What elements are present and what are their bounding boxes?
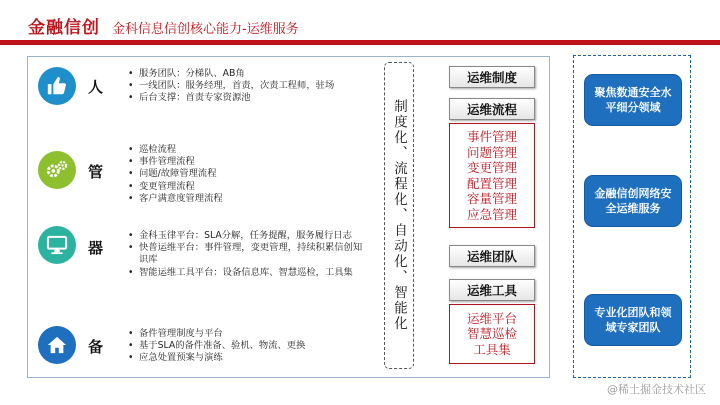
title-bar	[28, 13, 299, 39]
tools-item: 运维平台	[466, 310, 517, 326]
dimension-label-tools: 器	[88, 239, 104, 257]
tools-item: 智慧巡检	[466, 326, 517, 342]
capability-text: 聚焦数通安全水平细分领域	[594, 86, 672, 114]
bullet-item: • 服务团队：分梯队、AB角	[128, 68, 363, 80]
capability-text: 专业化团队和领域专家团队	[594, 306, 672, 334]
capability-box	[584, 294, 682, 346]
methodology-box	[384, 62, 414, 369]
bullet-item: • 后台支撑：首责专家资源池	[128, 92, 363, 104]
gears-icon	[38, 151, 76, 189]
process-item: 容量管理	[466, 191, 517, 206]
methodology-text: 制度化、流程化、自动化、智能化	[391, 99, 407, 332]
bullets-spares	[128, 328, 363, 365]
process-items-box	[449, 123, 535, 228]
brand-title: 金融信创	[28, 18, 100, 38]
watermark: @稀土掘金技术社区	[607, 383, 706, 396]
bullet-item: • 问题/故障管理流程	[128, 168, 363, 180]
process-item: 配置管理	[466, 175, 517, 191]
process-item: 应急管理	[466, 206, 517, 222]
bullets-tools	[128, 230, 363, 279]
dimension-label-spares: 备	[88, 338, 104, 356]
home-icon	[38, 326, 76, 364]
process-item: 问题管理	[466, 144, 517, 160]
capability-box	[584, 74, 682, 126]
bullet-item: • 客户满意度管理流程	[128, 193, 363, 205]
process-item: 事件管理	[466, 129, 517, 144]
process-item: 变更管理	[466, 160, 517, 175]
bullet-item: • 基于SLA的备件准备、验机、物流、更换	[128, 340, 363, 352]
tools-item: 工具集	[473, 341, 511, 357]
bullet-item: • 备件管理制度与平台	[128, 328, 363, 340]
dimension-label-management: 管	[88, 163, 104, 181]
thumbs-up-icon	[38, 67, 76, 105]
capability-box	[584, 175, 682, 227]
bullet-item: • 事件管理流程	[128, 156, 363, 168]
tag-ops-team: 运维团队	[449, 245, 535, 267]
bullet-item: • 应急处置预案与演练	[128, 352, 363, 364]
page-subtitle: 金科信息信创核心能力-运维服务	[112, 22, 299, 37]
tag-ops-process: 运维流程	[449, 98, 535, 120]
bullet-item: • 一线团队：服务经理，首责，次责工程师，驻场	[128, 80, 363, 92]
bullet-item: • 快普运维平台：事件管理，变更管理，持续积累信创知识库	[128, 242, 363, 266]
dimension-label-people: 人	[88, 78, 104, 96]
title-rule	[0, 40, 720, 45]
bullet-item: • 变更管理流程	[128, 181, 363, 193]
capability-text: 金融信创网络安全运维服务	[594, 187, 672, 215]
bullets-people	[128, 68, 363, 105]
bullet-item: • 巡检流程	[128, 144, 363, 156]
bullets-management	[128, 144, 363, 205]
monitor-icon	[38, 226, 76, 264]
bullet-item: • 金科玉律平台：SLA分解，任务提醒，服务履行日志	[128, 230, 363, 242]
tools-items-box	[449, 304, 535, 364]
tag-ops-system: 运维制度	[449, 66, 535, 88]
bullet-item: • 智能运维工具平台：设备信息库、智慧巡检，工具集	[128, 267, 363, 279]
tag-ops-tools: 运维工具	[449, 279, 535, 301]
